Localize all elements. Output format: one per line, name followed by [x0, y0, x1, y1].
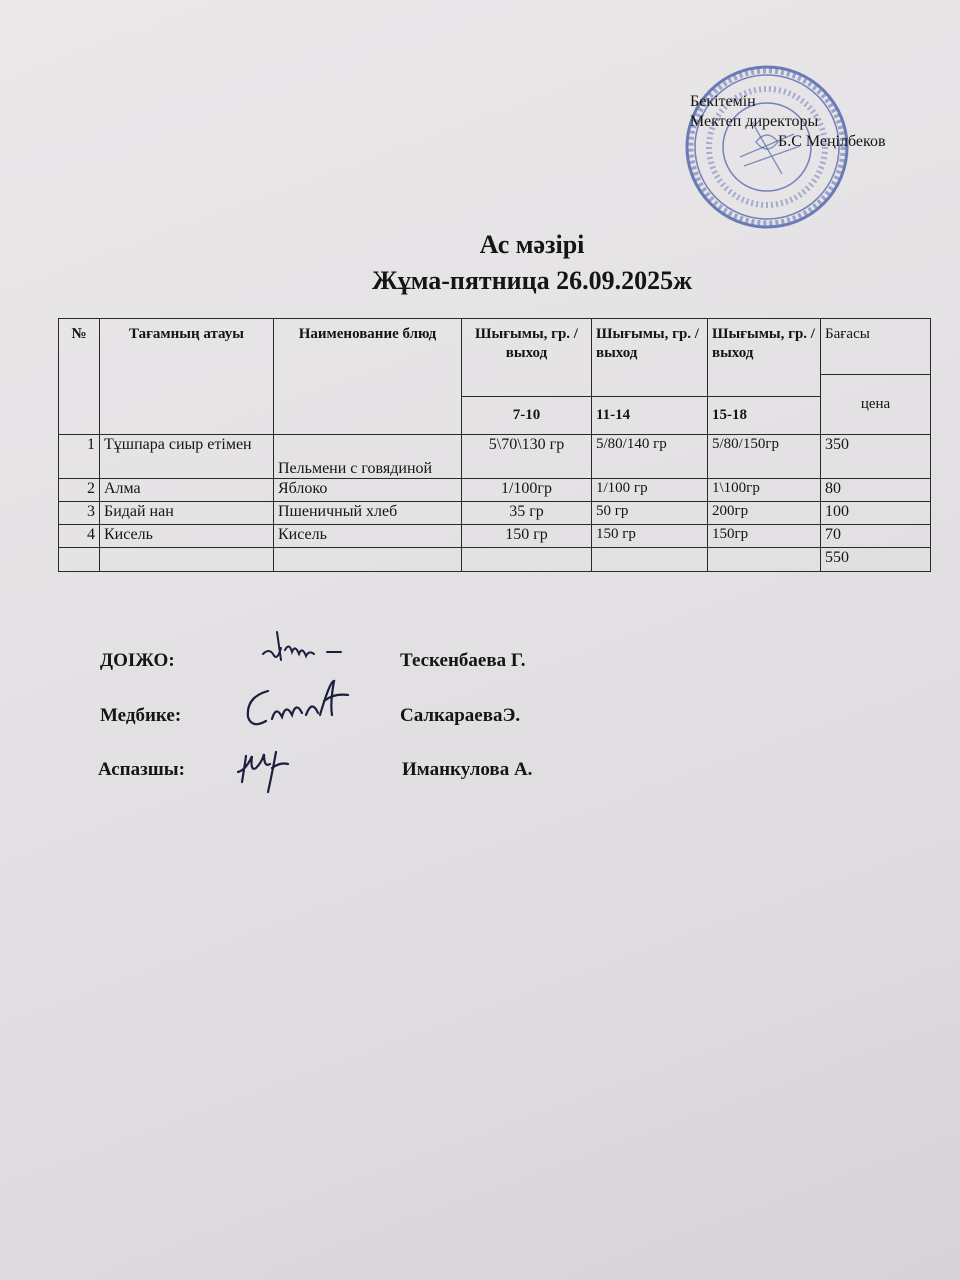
menu-table — [58, 318, 931, 572]
row-yield-2: 50 гр — [592, 502, 708, 525]
row-yield-2: 5/80/140 гр — [592, 435, 708, 479]
header-name-ru: Наименование блюд — [274, 319, 462, 435]
row-name-ru: Яблоко — [274, 479, 462, 502]
header-name-kz: Тағамның атауы — [100, 319, 274, 435]
header-yield-2: Шығымы, гр. / выход — [592, 319, 708, 397]
approval-position: Мектеп директоры — [690, 113, 819, 130]
row-name-kz: Кисель — [100, 525, 274, 548]
table-total-row — [59, 548, 931, 572]
signature-1 — [255, 622, 355, 672]
row-name-ru: Пшеничный хлеб — [274, 502, 462, 525]
header-price-ru: цена — [821, 375, 931, 435]
row-price: 100 — [821, 502, 931, 525]
row-yield-3: 1\100гр — [708, 479, 821, 502]
signature-2 — [236, 675, 366, 735]
row-num: 2 — [59, 479, 100, 502]
row-yield-2: 1/100 гр — [592, 479, 708, 502]
row-yield-1: 5\70\130 гр — [462, 435, 592, 479]
sign-role-2: Медбике: — [100, 705, 182, 726]
row-name-kz: Бидай нан — [100, 502, 274, 525]
sign-role-3: Аспазшы: — [98, 759, 185, 780]
header-age-1: 7-10 — [462, 397, 592, 435]
header-age-2: 11-14 — [592, 397, 708, 435]
row-name-ru: Пельмени с говядиной — [274, 435, 462, 479]
row-yield-2: 150 гр — [592, 525, 708, 548]
row-yield-1: 1/100гр — [462, 479, 592, 502]
row-yield-3: 5/80/150гр — [708, 435, 821, 479]
page-title: Ас мәзірі — [479, 230, 585, 259]
table-row — [59, 525, 931, 548]
table-row — [59, 479, 931, 502]
row-name-ru: Кисель — [274, 525, 462, 548]
row-num: 4 — [59, 525, 100, 548]
header-yield-3: Шығымы, гр. / выход — [708, 319, 821, 397]
header-age-3: 15-18 — [708, 397, 821, 435]
table-row — [59, 502, 931, 525]
row-price: 80 — [821, 479, 931, 502]
total-price: 550 — [821, 548, 931, 572]
row-yield-3: 200гр — [708, 502, 821, 525]
header-yield-1: Шығымы, гр. / выход — [462, 319, 592, 397]
table-header-row — [59, 319, 931, 375]
row-yield-1: 35 гр — [462, 502, 592, 525]
sign-name-2: СалкараеваЭ. — [400, 705, 521, 726]
row-yield-3: 150гр — [708, 525, 821, 548]
approval-block — [690, 92, 886, 152]
sign-name-1: Тескенбаева Г. — [400, 650, 526, 671]
row-yield-1: 150 гр — [462, 525, 592, 548]
row-price: 70 — [821, 525, 931, 548]
approval-director-name: Б.С Меңілбеков — [778, 133, 886, 150]
approval-line: Бекітемін — [690, 93, 756, 110]
signature-3 — [232, 742, 322, 802]
row-num: 3 — [59, 502, 100, 525]
row-name-kz: Тұшпара сиыр етімен — [100, 435, 274, 479]
table-row — [59, 435, 931, 479]
row-name-kz: Алма — [100, 479, 274, 502]
row-price: 350 — [821, 435, 931, 479]
sign-role-1: ДОІЖО: — [100, 650, 175, 671]
page-subtitle-date: Жұма-пятница 26.09.2025ж — [371, 266, 692, 295]
header-num: № — [59, 319, 100, 435]
sign-name-3: Иманкулова А. — [402, 759, 533, 780]
header-price-kz: Бағасы — [821, 319, 931, 375]
row-num: 1 — [59, 435, 100, 479]
